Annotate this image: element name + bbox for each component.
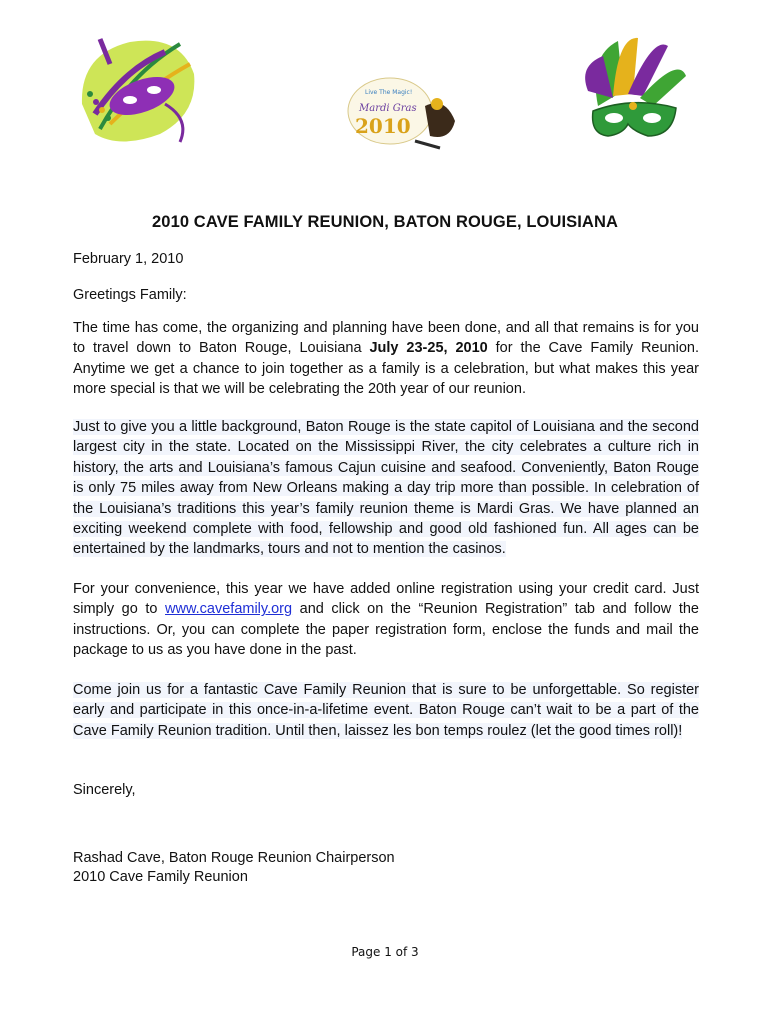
- page-number: Page 1 of 3: [351, 945, 419, 959]
- mardi-gras-mask-left-icon: [70, 34, 200, 149]
- logo-year: 2010: [355, 114, 411, 138]
- event-dates: July 23-25, 2010: [369, 340, 488, 357]
- paragraph-registration: For your convenience, this year we have added online registration using your credit card. Just simply go to www.cavefamily.org and click on the “Reunion Registration” tab and follow the instructions. Or, you can complete the paper registration form, enclose the funds and mail the package to us as you have done in the past.: [73, 581, 699, 659]
- letter-greeting: Greetings Family:: [73, 287, 187, 303]
- mardi-gras-2010-logo: [345, 76, 460, 156]
- signature-title: 2010 Cave Family Reunion: [73, 869, 248, 885]
- letter-closing: Sincerely,: [73, 782, 136, 798]
- paragraph-intro: The time has come, the organizing and planning have been done, and all that remains is for you to travel down to Baton Rouge, Louisiana July 23-25, 2010 for the Cave Family Reunion. Anytime we get a chance to join together as a family is a celebration, but what makes this year more special is that we will be celebrating the 20th year of our reunion.: [73, 320, 699, 398]
- logo-tagline: Live The Magic!: [365, 89, 413, 96]
- registration-link[interactable]: www.cavefamily.org: [165, 601, 293, 618]
- paragraph-closing: Come join us for a fantastic Cave Family Reunion that is sure to be unforgettable. So register early and participate in this once-in-a-lifetime event. Baton Rouge can’t wait to be a part of the Cave Family Reunion tradition. Until then, laissez les bon temps roulez (let the good times roll)!: [73, 682, 699, 739]
- mardi-gras-mask-right-icon: [578, 36, 688, 156]
- letter-date: February 1, 2010: [73, 251, 184, 267]
- paragraph-background: Just to give you a little background, Baton Rouge is the state capitol of Louisiana and the second largest city in the state. Located on the Mississippi River, the city celebrates a culture rich in history, the arts and Louisiana’s famous Cajun cuisine and seafood. Conveniently, Baton Rouge is only 75 miles away from New Orleans making a day trip more than possible. In celebration of the Louisiana’s traditions this year’s family reunion theme is Mardi Gras. We have planned an exciting weekend complete with food, fellowship and good old fashioned fun. All ages can be entertained by the landmarks, tours and not to mention the casinos.: [73, 419, 699, 558]
- logo-mardi-gras: Mardi Gras: [359, 103, 417, 114]
- signature-name: Rashad Cave, Baton Rouge Reunion Chairperson: [73, 850, 395, 866]
- letter-title: 2010 CAVE FAMILY REUNION, BATON ROUGE, LOUISIANA: [152, 213, 618, 231]
